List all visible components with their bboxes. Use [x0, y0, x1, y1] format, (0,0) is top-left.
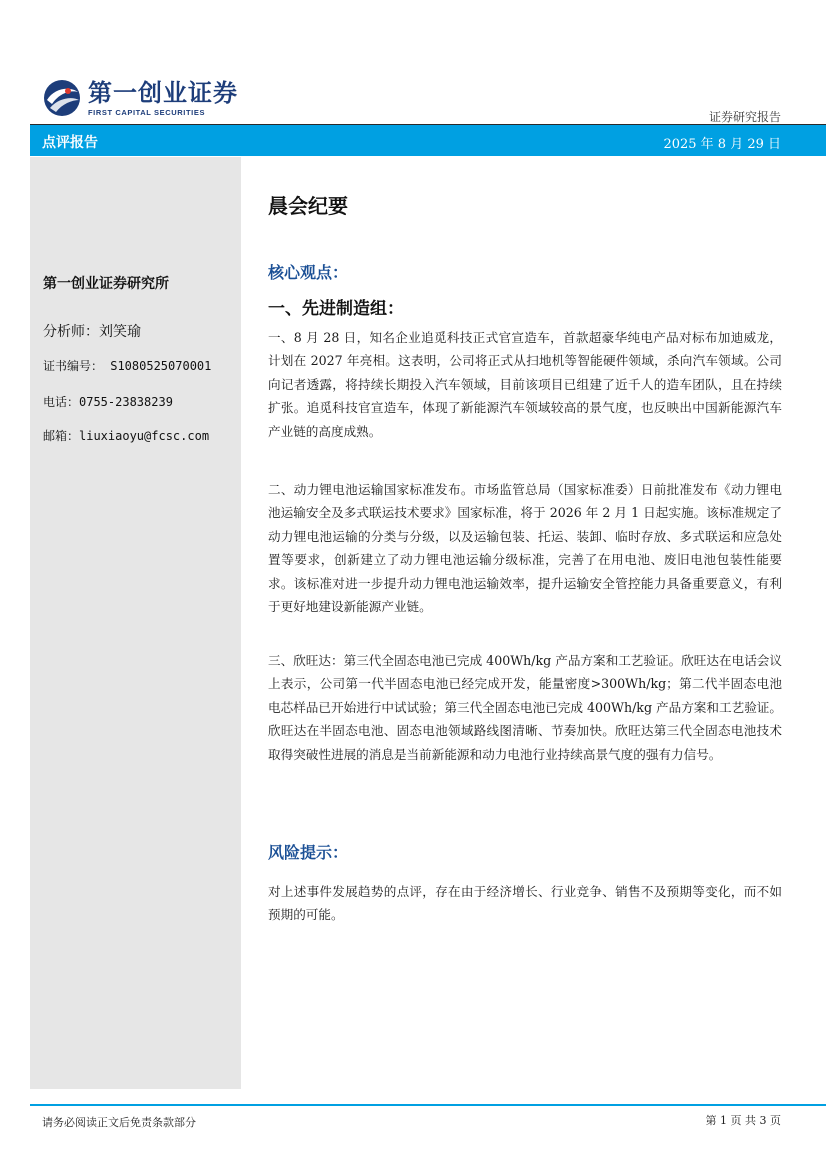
- certificate-number: 证书编号： S1080525070001: [43, 359, 212, 373]
- globe-logo-icon: [42, 78, 82, 118]
- paragraph-3: 三、欣旺达：第三代全固态电池已完成 400Wh/kg 产品方案和工艺验证。欣旺达在电话会议上表示，公司第一代半固态电池已经完成开发，能量密度>300Wh/kg；第二代半固态电池电芯样品已开始进行中试试验；第三代全固态电池已完成 400Wh/kg 产品方案和工艺验证。欣旺达在半固态电池、固态电池领域路线图清晰、节奏加快。欣旺达第三代全固态电池技术取得突破性进展的消息是当前新能源和动力电池行业持续高景气度的强有力信号。: [268, 653, 782, 762]
- company-logo: [42, 78, 238, 118]
- main-content: [268, 190, 784, 923]
- footer-divider: [30, 1104, 826, 1106]
- section-heading: 一、先进制造组：: [268, 299, 404, 319]
- header-banner: [30, 125, 826, 156]
- analyst-name: 分析师：刘笑瑜: [43, 324, 141, 340]
- page-number: 第 1 页 共 3 页: [705, 1114, 781, 1127]
- report-category: 点评报告: [42, 135, 98, 151]
- sidebar: [30, 157, 241, 1089]
- paragraph-1: 一、8 月 28 日，知名企业追觅科技正式官宣造车，首款超豪华纯电产品对标布加迪威龙，计划在 2027 年亮相。这表明，公司将正式从扫地机等智能硬件领域，杀向汽车领域。公司向记者透露，将持续长期投入汽车领域，目前该项目已组建了近千人的造车团队，且在持续扩张。追觅科技官宣造车，体现了新能源汽车领域较高的景气度，也反映出中国新能源汽车产业链的高度成熟。: [268, 330, 782, 439]
- logo-english-name: FIRST CAPITAL SECURITIES: [88, 107, 206, 117]
- email-address: 邮箱：liuxiaoyu@fcsc.com: [43, 429, 210, 443]
- footer-disclaimer: 请务必阅读正文后免责条款部分: [42, 1116, 196, 1129]
- phone-number: 电话：0755-23838239: [43, 395, 173, 409]
- risk-heading: 风险提示：: [268, 843, 349, 862]
- core-views-heading: 核心观点：: [268, 263, 349, 282]
- report-type-label: 证券研究报告: [708, 110, 781, 124]
- institute-name: 第一创业证券研究所: [43, 276, 169, 292]
- risk-paragraph: 对上述事件发展趋势的点评，存在由于经济增长、行业竞争、销售不及预期等变化，而不如预期的可能。: [268, 884, 782, 923]
- page-title: 晨会纪要: [268, 194, 348, 218]
- report-date: 2025 年 8 月 29 日: [663, 137, 781, 152]
- logo-chinese-name: 第一创业证券: [88, 77, 238, 107]
- paragraph-2: 二、动力锂电池运输国家标准发布。市场监管总局（国家标准委）日前批准发布《动力锂电池运输安全及多式联运技术要求》国家标准，将于 2026 年 2 月 1 日起实施。该标准规定了动力锂电池运输的分类与分级，以及运输包装、托运、装卸、临时存放、多式联运和应急处置等要求，创新建立了动力锂电池运输分级标准，完善了在用电池、废旧电池包装性能要求。该标准对进一步提升动力锂电池运输效率，提升运输安全管控能力具备重要意义，有利于更好地建设新能源产业链。: [268, 482, 782, 615]
